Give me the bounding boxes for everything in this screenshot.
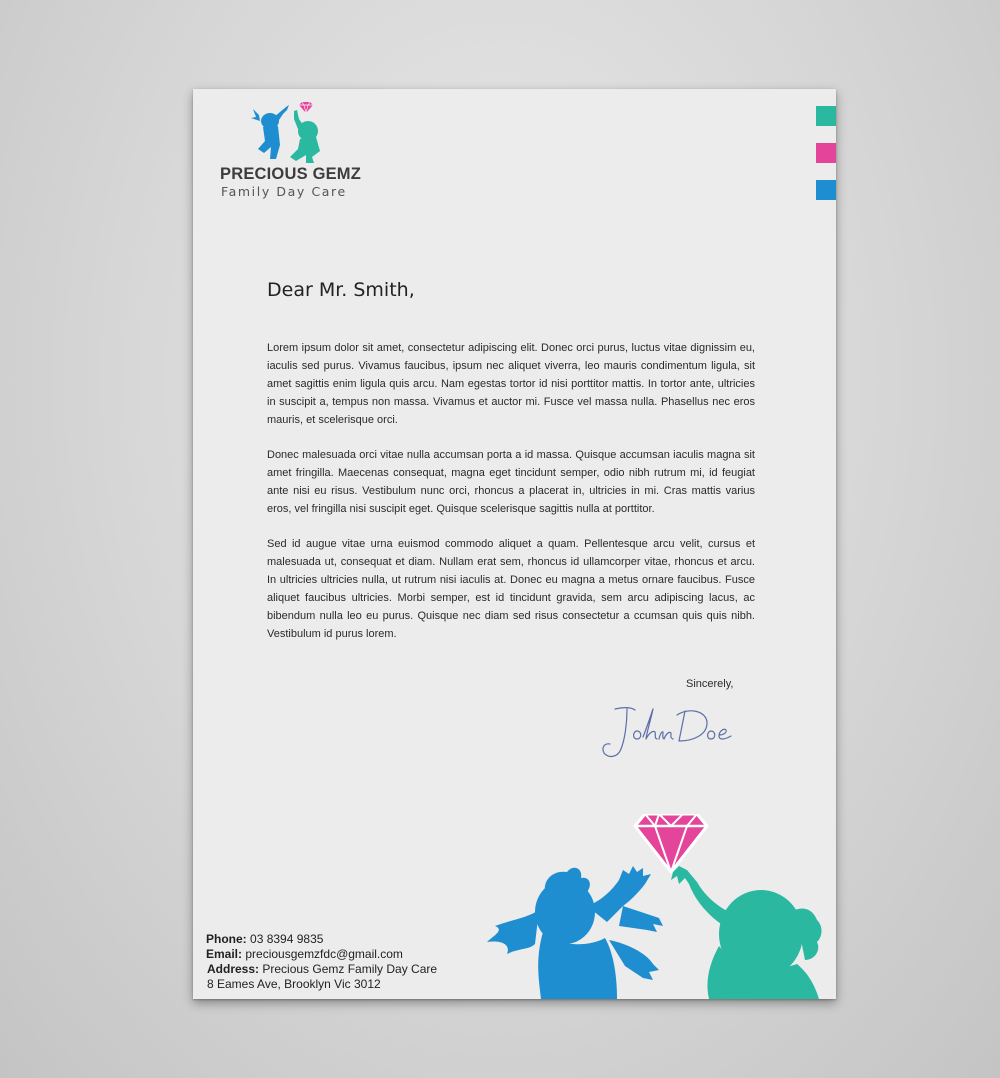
letter-paragraph: Sed id augue vitae urna euismod commodo aliquet a quam. Pellentesque arcu velit, cursus et malesuada ut, consequat et diam. Nullam erat sem, rhoncus id ullamcorper vitae, rhoncus et arcu. In ultricies ultricies nulla, ut rutrum nisi iaculis at. Donec eu magna a metus ornare faucibus. Fusce aliquet faucibus ultricies. Morbi semper, est id tincidunt gravida, sem arcu adipiscing lacus, ac bibendum nulla leo eu purus. Quisque nec diam sed risus consectetur a ccumsan quis quis nibh. Vestibulum id purus lorem. <box>267 538 755 640</box>
address-row <box>206 962 437 977</box>
email-row <box>206 947 437 962</box>
pink-swatch <box>816 143 836 163</box>
email-value: preciousgemzfdc@gmail.com <box>245 947 403 961</box>
address-line1: Precious Gemz Family Day Care <box>262 962 438 976</box>
diamond-icon <box>635 814 707 872</box>
address-line2: 8 Eames Ave, Brooklyn Vic 3012 <box>207 977 381 991</box>
color-swatches <box>816 106 836 217</box>
address-label: Address: <box>207 962 260 976</box>
blue-child-silhouette <box>487 866 663 999</box>
teal-swatch <box>816 106 836 126</box>
children-logo-icon <box>250 101 330 163</box>
brand-subtitle: Family Day Care <box>221 184 347 199</box>
letter-body <box>267 339 755 660</box>
brand-name: PRECIOUS GEMZ <box>220 165 362 183</box>
phone-label: Phone: <box>206 932 247 946</box>
phone-value: 03 8394 9835 <box>250 932 324 946</box>
phone-row <box>206 932 437 947</box>
email-label: Email: <box>206 947 243 961</box>
signature <box>593 697 753 767</box>
contact-info <box>206 932 437 992</box>
letter-paragraph: Donec malesuada orci vitae nulla accumsan porta a id massa. Quisque accumsan iaculis magna sit amet fringilla. Maecenas consequat, magna eget tincidunt semper, odio nibh rutrum mi, id feugiat ante nisi eu risus. Vestibulum nunc orci, rhoncus a placerat in, ultricies in mi. Cras mattis varius eros, vel fringilla nisi suscipit eget. Quisque scelerisque sagittis nulla at porttitor. <box>267 449 755 515</box>
letterhead-page <box>193 89 836 999</box>
children-reaching-gem-illustration <box>483 814 836 999</box>
teal-child-silhouette <box>671 866 822 999</box>
blue-swatch <box>816 180 836 200</box>
letter-greeting: Dear Mr. Smith, <box>267 279 415 301</box>
letter-paragraph: Lorem ipsum dolor sit amet, consectetur adipiscing elit. Donec orci purus, luctus vitae dignissim eu, iaculis sed purus. Vivamus faucibus, ipsum nec aliquet viverra, leo mauris condimentum ligula, sit amet sagittis enim ligula quis arcu. Nam egestas tortor id nisi porttitor mattis. In tortor ante, ultricies in suscipit a, tempus non massa. Vivamus et auctor mi. Fusce vel massa nulla. Phasellus nec eros mauris, et scelerisque orci. <box>267 342 755 426</box>
brand-logo <box>217 101 367 201</box>
letter-closing: Sincerely, <box>686 678 734 690</box>
